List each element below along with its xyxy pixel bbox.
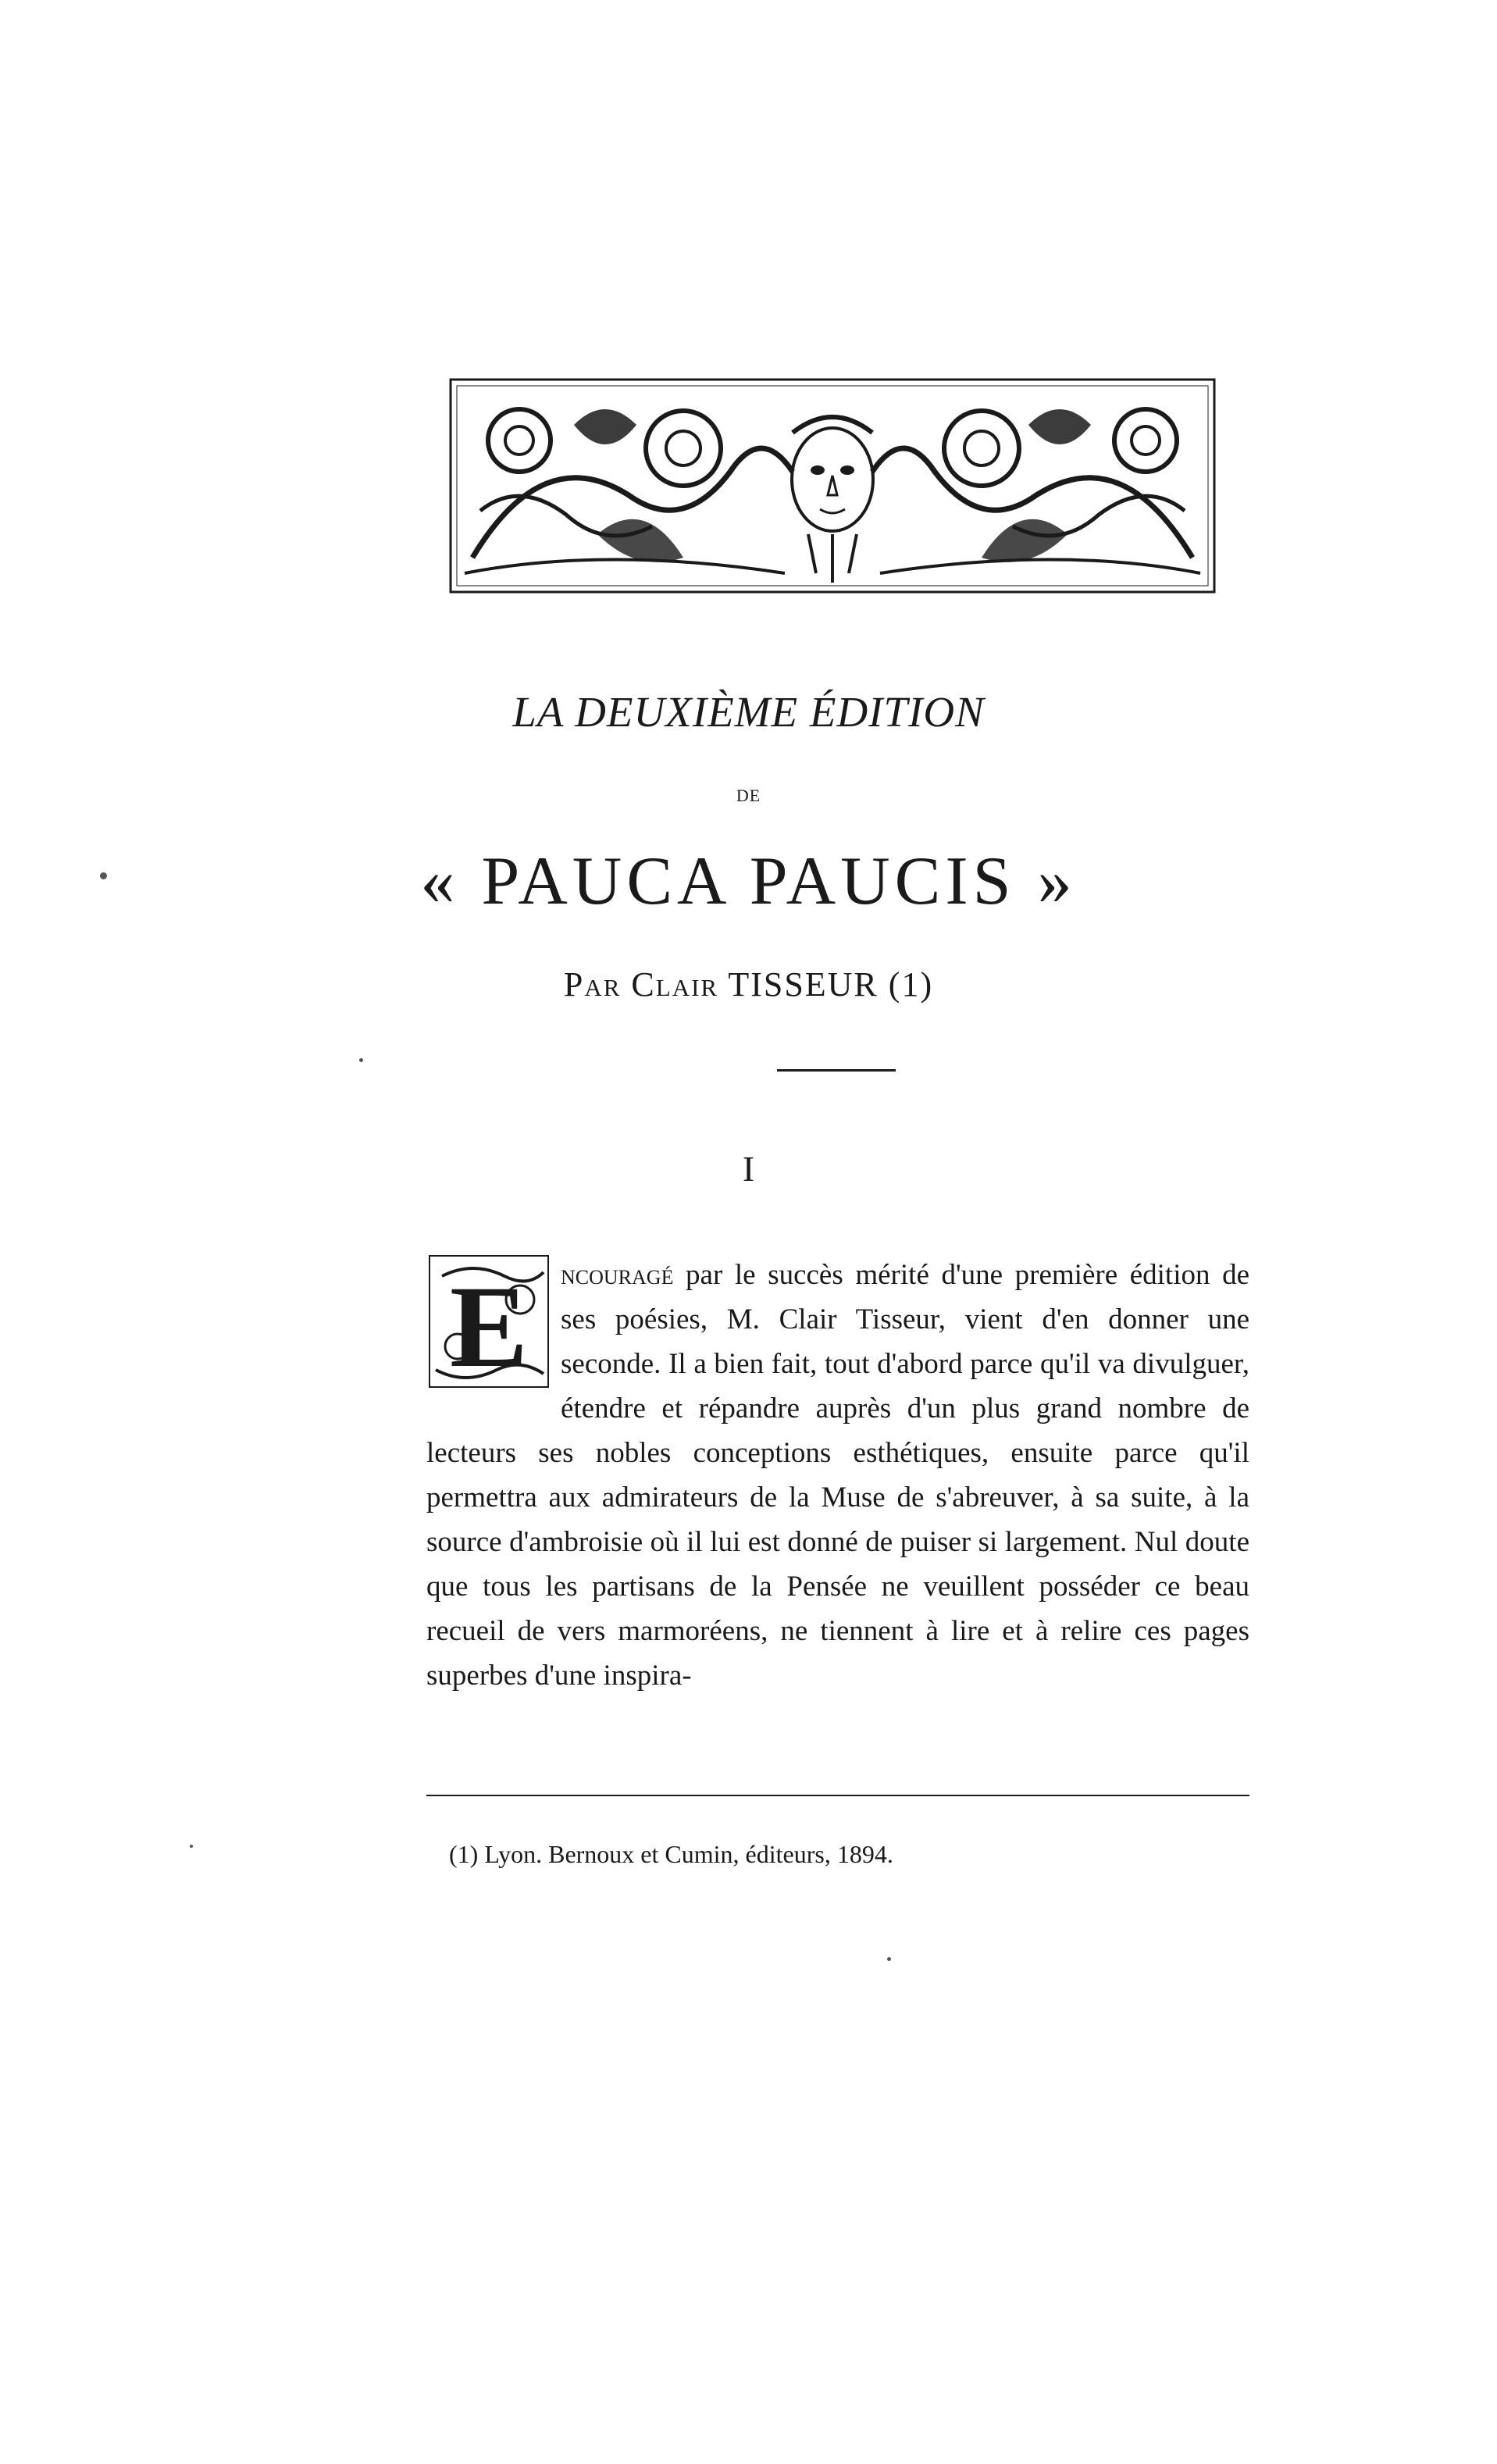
body-paragraph bbox=[426, 1253, 1249, 1698]
byline-last-name: TISSEUR bbox=[728, 965, 879, 1004]
scan-speck bbox=[887, 1957, 891, 1961]
first-word: ncouragé bbox=[561, 1259, 674, 1291]
drop-cap-letter: E bbox=[449, 1262, 529, 1390]
byline-par: Par bbox=[563, 965, 622, 1004]
scan-speck bbox=[100, 872, 107, 879]
ornament-scrollwork-icon bbox=[449, 378, 1216, 594]
byline bbox=[0, 965, 1497, 1004]
work-title: « PAUCA PAUCIS » bbox=[420, 843, 1077, 919]
paragraph-text: par le succès mérité d'une première édition de ses poésies, M. Clair Tisseur, vient d'en donner une seconde. Il a bien fait, tout d'abord parce qu'il va divulguer, étendre et répandre auprès d'un plus grand nombre de lecteurs ses nobles conceptions esthétiques, ensuite parce qu'il permettra aux admirateurs de la Muse de s'abreuver, à sa suite, à la source d'ambroisie où il lui est donné de puiser si largement. Nul doute que tous les partisans de la Pensée ne veuillent posséder ce beau recueil de vers marmoréens, ne tiennent à lire et à relire ces pages superbes d'une inspira- bbox=[426, 1259, 1249, 1692]
byline-first-name: Clair bbox=[631, 965, 719, 1004]
scan-speck bbox=[359, 1058, 363, 1062]
footnote: (1) Lyon. Bernoux et Cumin, éditeurs, 1894. bbox=[449, 1840, 893, 1868]
headpiece-ornament bbox=[449, 378, 1216, 594]
footnote-divider bbox=[426, 1795, 1249, 1796]
section-number: I bbox=[742, 1149, 755, 1189]
preposition-de: DE bbox=[736, 786, 761, 805]
title-divider bbox=[777, 1069, 896, 1072]
footnote-reference: (1) bbox=[888, 965, 934, 1004]
edition-title: LA DEUXIÈME ÉDITION bbox=[512, 688, 985, 736]
scan-speck bbox=[190, 1845, 193, 1848]
